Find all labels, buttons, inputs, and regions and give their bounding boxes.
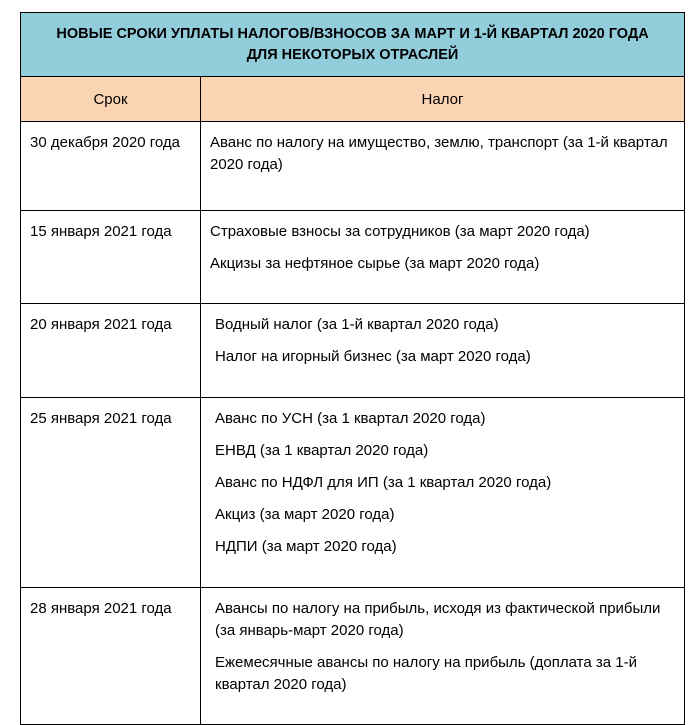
table-row: [21, 304, 685, 398]
tax-item: Налог на игорный бизнес (за март 2020 года): [215, 348, 531, 365]
tax-list: [201, 588, 685, 725]
tax-list: [201, 304, 685, 398]
tax-item: Акцизы за нефтяное сырье (за март 2020 года): [210, 255, 540, 272]
tax-item: ЕНВД (за 1 квартал 2020 года): [215, 442, 429, 459]
title-row: [21, 13, 685, 77]
table-row: [21, 211, 685, 304]
tax-item: Страховые взносы за сотрудников (за март 2020 года): [210, 223, 590, 240]
tax-list: [201, 211, 685, 304]
table-title-line-2: ДЛЯ НЕКОТОРЫХ ОТРАСЛЕЙ: [246, 46, 459, 63]
column-header-tax: Налог: [201, 77, 685, 122]
table-row: [21, 398, 685, 588]
column-header-date: Срок: [21, 77, 201, 122]
tax-item: Ежемесячные авансы по налогу на прибыль (доплата за 1-й квартал 2020 года): [215, 654, 637, 693]
tax-item: Аванс по УСН (за 1 квартал 2020 года): [215, 410, 486, 427]
header-row: [21, 77, 685, 122]
table-row: [21, 122, 685, 211]
tax-item: Аванс по налогу на имущество, землю, транспорт (за 1-й квартал 2020 года): [210, 134, 668, 173]
tax-item: Аванс по НДФЛ для ИП (за 1 квартал 2020 года): [215, 474, 552, 491]
deadline-date: 30 декабря 2020 года: [21, 122, 201, 211]
deadline-date: 15 января 2021 года: [21, 211, 201, 304]
tax-deadlines-table-wrapper: [20, 12, 684, 725]
tax-item: Акциз (за март 2020 года): [215, 506, 395, 523]
tax-item: НДПИ (за март 2020 года): [215, 538, 397, 555]
table-title: [21, 13, 685, 77]
deadline-date: 20 января 2021 года: [21, 304, 201, 398]
tax-list: [201, 122, 685, 211]
tax-deadlines-table: [20, 12, 685, 725]
tax-list: [201, 398, 685, 588]
tax-item: Авансы по налогу на прибыль, исходя из фактической прибыли (за январь-март 2020 года): [215, 600, 661, 639]
table-title-line-1: НОВЫЕ СРОКИ УПЛАТЫ НАЛОГОВ/ВЗНОСОВ ЗА МАРТ И 1-Й КВАРТАЛ 2020 ГОДА: [56, 25, 649, 42]
table-row: [21, 588, 685, 725]
deadline-date: 25 января 2021 года: [21, 398, 201, 588]
deadline-date: 28 января 2021 года: [21, 588, 201, 725]
tax-item: Водный налог (за 1-й квартал 2020 года): [215, 316, 499, 333]
